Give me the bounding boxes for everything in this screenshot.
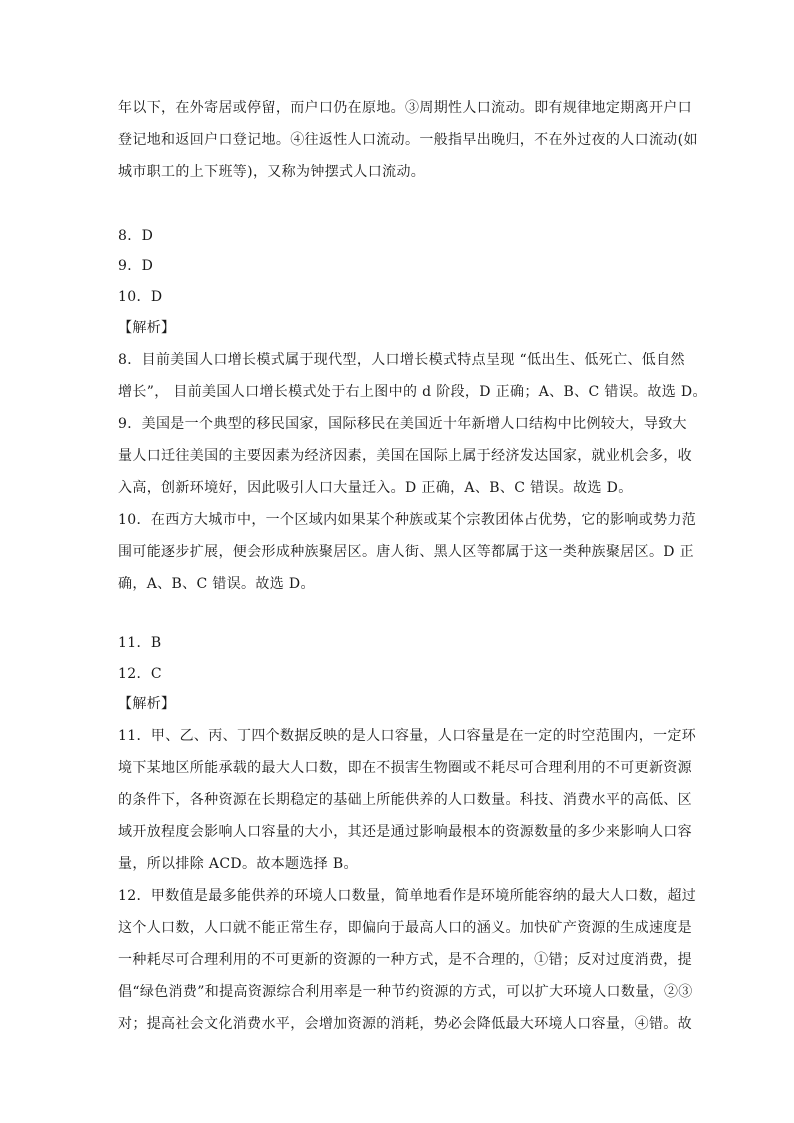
text-line: 境下某地区所能承载的最大人口数，即在不损害生物圈或不耗尽可合理利用的不可更新资源 bbox=[118, 760, 692, 776]
text-line: 入高，创新环境好，因此吸引人口大量迁入。D 正确，A、B、C 错误。故选 D。 bbox=[118, 480, 633, 496]
text-line: 确，A、B、C 错误。故选 D。 bbox=[118, 576, 315, 592]
text-line: 11．甲、乙、丙、丁四个数据反映的是人口容量，人口容量是在一定的时空范围内，一定环 bbox=[118, 728, 697, 744]
text-line: 登记地和返回户口登记地。④往返性人口流动。一般指早出晚归，不在外过夜的人口流动(如 bbox=[118, 132, 698, 148]
section-heading: 【解析】 bbox=[118, 320, 176, 336]
text-line: 10．在西方大城市中，一个区域内如果某个种族或某个宗教团体占优势，它的影响或势力范 bbox=[118, 512, 697, 528]
text-line: 对；提高社会文化消费水平，会增加资源的消耗，势必会降低最大环境人口容量，④错。故 bbox=[118, 1016, 692, 1032]
text-line: 9．美国是一个典型的移民国家，国际移民在美国近十年新增人口结构中比例较大，导致大 bbox=[118, 416, 687, 432]
answer-line: 10．D bbox=[118, 289, 163, 305]
section-heading: 【解析】 bbox=[118, 696, 176, 712]
text-line: 倡“绿色消费”和提高资源综合利用率是一种节约资源的方式，可以扩大环境人口数量，②③ bbox=[118, 984, 693, 1000]
text-line: 年以下，在外寄居或停留，而户口仍在原地。③周期性人口流动。即有规律地定期离开户口 bbox=[118, 100, 692, 116]
text-line: 城市职工的上下班等)，又称为钟摆式人口流动。 bbox=[118, 164, 426, 180]
answer-line: 9．D bbox=[118, 258, 154, 274]
text-line: 增长”， 目前美国人口增长模式处于右上图中的 d 阶段，D 正确；A、B、C 错误。故选 D。 bbox=[118, 384, 707, 400]
answer-line: 12．C bbox=[118, 666, 162, 682]
answer-line: 8．D bbox=[118, 228, 154, 244]
text-line: 量人口迁往美国的主要因素为经济因素，美国在国际上属于经济发达国家，就业机会多，收 bbox=[118, 448, 692, 464]
text-line: 围可能逐步扩展，便会形成种族聚居区。唐人街、黑人区等都属于这一类种族聚居区。D 正 bbox=[118, 544, 695, 560]
answer-line: 11．B bbox=[118, 635, 162, 651]
text-line: 量，所以排除 ACD。故本题选择 B。 bbox=[118, 856, 358, 872]
text-line: 这个人口数，人口就不能正常生存，即偏向于最高人口的涵义。加快矿产资源的生成速度是 bbox=[118, 920, 692, 936]
text-line: 12．甲数值是最多能供养的环境人口数量，简单地看作是环境所能容纳的最大人口数，超过 bbox=[118, 888, 697, 904]
text-line: 的条件下，各种资源在长期稳定的基础上所能供养的人口数量。科技、消费水平的高低、区 bbox=[118, 792, 692, 808]
text-line: 8．目前美国人口增长模式属于现代型，人口增长模式特点呈现 “低出生、低死亡、低自然 bbox=[118, 352, 685, 368]
text-line: 一种耗尽可合理利用的不可更新的资源的一种方式，是不合理的，①错；反对过度消费，提 bbox=[118, 952, 692, 968]
text-line: 域开放程度会影响人口容量的大小，其还是通过影响最根本的资源数量的多少来影响人口容 bbox=[118, 824, 692, 840]
